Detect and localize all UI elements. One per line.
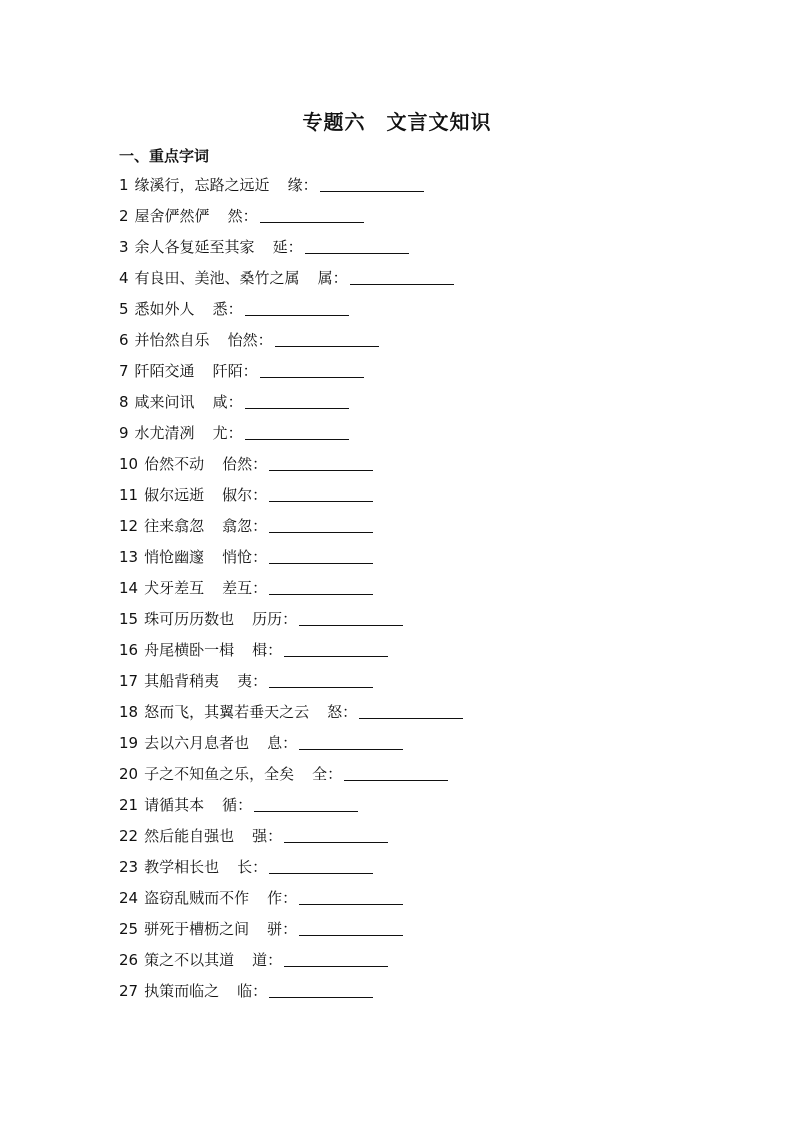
item-sentence: 执策而临之 xyxy=(144,982,220,1000)
item-sentence: 往来翕忽 xyxy=(144,517,205,535)
item-number: 23 xyxy=(119,858,139,876)
list-item xyxy=(119,418,463,449)
item-keyword: 强： xyxy=(252,827,283,845)
item-number: 22 xyxy=(119,827,139,845)
item-keyword: 楫： xyxy=(252,641,283,659)
item-keyword: 临： xyxy=(237,982,268,1000)
item-number: 6 xyxy=(119,331,129,349)
list-item xyxy=(119,511,463,542)
answer-blank[interactable] xyxy=(269,548,373,564)
list-item xyxy=(119,821,463,852)
item-sentence: 阡陌交通 xyxy=(134,362,195,380)
item-keyword: 延： xyxy=(272,238,303,256)
item-keyword: 翕忽： xyxy=(222,517,268,535)
item-keyword: 怡然： xyxy=(227,331,273,349)
answer-blank[interactable] xyxy=(344,765,448,781)
answer-blank[interactable] xyxy=(245,300,349,316)
item-sentence: 子之不知鱼之乐，全矣 xyxy=(144,765,295,783)
list-item xyxy=(119,325,463,356)
item-number: 7 xyxy=(119,362,129,380)
item-keyword: 作： xyxy=(267,889,298,907)
item-keyword: 阡陌： xyxy=(212,362,258,380)
item-sentence: 有良田、美池、桑竹之属 xyxy=(134,269,300,287)
item-sentence: 俶尔远逝 xyxy=(144,486,205,504)
answer-blank[interactable] xyxy=(245,424,349,440)
item-sentence: 舟尾横卧一楫 xyxy=(144,641,235,659)
list-item xyxy=(119,759,463,790)
item-keyword: 夷： xyxy=(237,672,268,690)
item-sentence: 水尤清冽 xyxy=(134,424,195,442)
item-number: 3 xyxy=(119,238,129,256)
list-item xyxy=(119,914,463,945)
item-number: 18 xyxy=(119,703,139,721)
answer-blank[interactable] xyxy=(269,517,373,533)
list-item xyxy=(119,449,463,480)
answer-blank[interactable] xyxy=(269,486,373,502)
section-heading: 一、重点字词 xyxy=(119,147,210,165)
item-keyword: 悄怆： xyxy=(222,548,268,566)
answer-blank[interactable] xyxy=(320,176,424,192)
answer-blank[interactable] xyxy=(269,982,373,998)
item-number: 20 xyxy=(119,765,139,783)
answer-blank[interactable] xyxy=(284,827,388,843)
answer-blank[interactable] xyxy=(275,331,379,347)
list-item xyxy=(119,790,463,821)
answer-blank[interactable] xyxy=(260,207,364,223)
item-keyword: 历历： xyxy=(252,610,298,628)
answer-blank[interactable] xyxy=(260,362,364,378)
item-number: 21 xyxy=(119,796,139,814)
item-number: 9 xyxy=(119,424,129,442)
item-sentence: 骈死于槽枥之间 xyxy=(144,920,250,938)
item-keyword: 差互： xyxy=(222,579,268,597)
list-item xyxy=(119,697,463,728)
answer-blank[interactable] xyxy=(299,920,403,936)
item-keyword: 佁然： xyxy=(222,455,268,473)
item-keyword: 息： xyxy=(267,734,298,752)
list-item xyxy=(119,542,463,573)
item-keyword: 全： xyxy=(312,765,343,783)
item-number: 4 xyxy=(119,269,129,287)
list-item xyxy=(119,170,463,201)
item-sentence: 犬牙差互 xyxy=(144,579,205,597)
answer-blank[interactable] xyxy=(269,455,373,471)
answer-blank[interactable] xyxy=(269,858,373,874)
item-keyword: 属： xyxy=(317,269,348,287)
list-item xyxy=(119,883,463,914)
answer-blank[interactable] xyxy=(299,889,403,905)
list-item xyxy=(119,666,463,697)
vocabulary-list xyxy=(119,170,463,1007)
item-sentence: 其船背稍夷 xyxy=(144,672,220,690)
item-sentence: 咸来问讯 xyxy=(134,393,195,411)
list-item xyxy=(119,604,463,635)
page-title: 专题六 文言文知识 xyxy=(302,110,492,134)
item-keyword: 俶尔： xyxy=(222,486,268,504)
list-item xyxy=(119,635,463,666)
list-item xyxy=(119,201,463,232)
list-item xyxy=(119,294,463,325)
item-number: 24 xyxy=(119,889,139,907)
item-sentence: 并怡然自乐 xyxy=(134,331,210,349)
list-item xyxy=(119,945,463,976)
item-sentence: 教学相长也 xyxy=(144,858,220,876)
list-item xyxy=(119,573,463,604)
answer-blank[interactable] xyxy=(269,579,373,595)
item-sentence: 缘溪行，忘路之远近 xyxy=(134,176,270,194)
item-sentence: 悉如外人 xyxy=(134,300,195,318)
list-item xyxy=(119,356,463,387)
answer-blank[interactable] xyxy=(269,672,373,688)
item-sentence: 珠可历历数也 xyxy=(144,610,235,628)
item-number: 10 xyxy=(119,455,139,473)
answer-blank[interactable] xyxy=(284,641,388,657)
item-sentence: 请循其本 xyxy=(144,796,205,814)
item-keyword: 咸： xyxy=(212,393,243,411)
item-keyword: 骈： xyxy=(267,920,298,938)
item-number: 8 xyxy=(119,393,129,411)
item-sentence: 悄怆幽邃 xyxy=(144,548,205,566)
item-number: 15 xyxy=(119,610,139,628)
item-keyword: 然： xyxy=(227,207,258,225)
item-sentence: 然后能自强也 xyxy=(144,827,235,845)
item-number: 16 xyxy=(119,641,139,659)
item-number: 14 xyxy=(119,579,139,597)
item-keyword: 缘： xyxy=(287,176,318,194)
item-number: 27 xyxy=(119,982,139,1000)
list-item xyxy=(119,263,463,294)
item-keyword: 尤： xyxy=(212,424,243,442)
item-sentence: 屋舍俨然俨 xyxy=(134,207,210,225)
item-number: 26 xyxy=(119,951,139,969)
answer-blank[interactable] xyxy=(350,269,454,285)
item-sentence: 佁然不动 xyxy=(144,455,205,473)
item-keyword: 长： xyxy=(237,858,268,876)
list-item xyxy=(119,852,463,883)
answer-blank[interactable] xyxy=(299,610,403,626)
answer-blank[interactable] xyxy=(245,393,349,409)
item-keyword: 悉： xyxy=(212,300,243,318)
item-number: 13 xyxy=(119,548,139,566)
answer-blank[interactable] xyxy=(305,238,409,254)
list-item xyxy=(119,728,463,759)
item-number: 12 xyxy=(119,517,139,535)
list-item xyxy=(119,976,463,1007)
item-number: 1 xyxy=(119,176,129,194)
answer-blank[interactable] xyxy=(254,796,358,812)
item-sentence: 策之不以其道 xyxy=(144,951,235,969)
item-number: 19 xyxy=(119,734,139,752)
list-item xyxy=(119,387,463,418)
answer-blank[interactable] xyxy=(359,703,463,719)
item-sentence: 怒而飞，其翼若垂天之云 xyxy=(144,703,310,721)
item-sentence: 余人各复延至其家 xyxy=(134,238,255,256)
list-item xyxy=(119,480,463,511)
item-keyword: 道： xyxy=(252,951,283,969)
item-number: 25 xyxy=(119,920,139,938)
item-number: 11 xyxy=(119,486,139,504)
item-number: 5 xyxy=(119,300,129,318)
list-item xyxy=(119,232,463,263)
item-sentence: 去以六月息者也 xyxy=(144,734,250,752)
item-keyword: 循： xyxy=(222,796,253,814)
answer-blank[interactable] xyxy=(284,951,388,967)
item-sentence: 盗窃乱贼而不作 xyxy=(144,889,250,907)
item-keyword: 怒： xyxy=(327,703,358,721)
item-number: 2 xyxy=(119,207,129,225)
answer-blank[interactable] xyxy=(299,734,403,750)
item-number: 17 xyxy=(119,672,139,690)
